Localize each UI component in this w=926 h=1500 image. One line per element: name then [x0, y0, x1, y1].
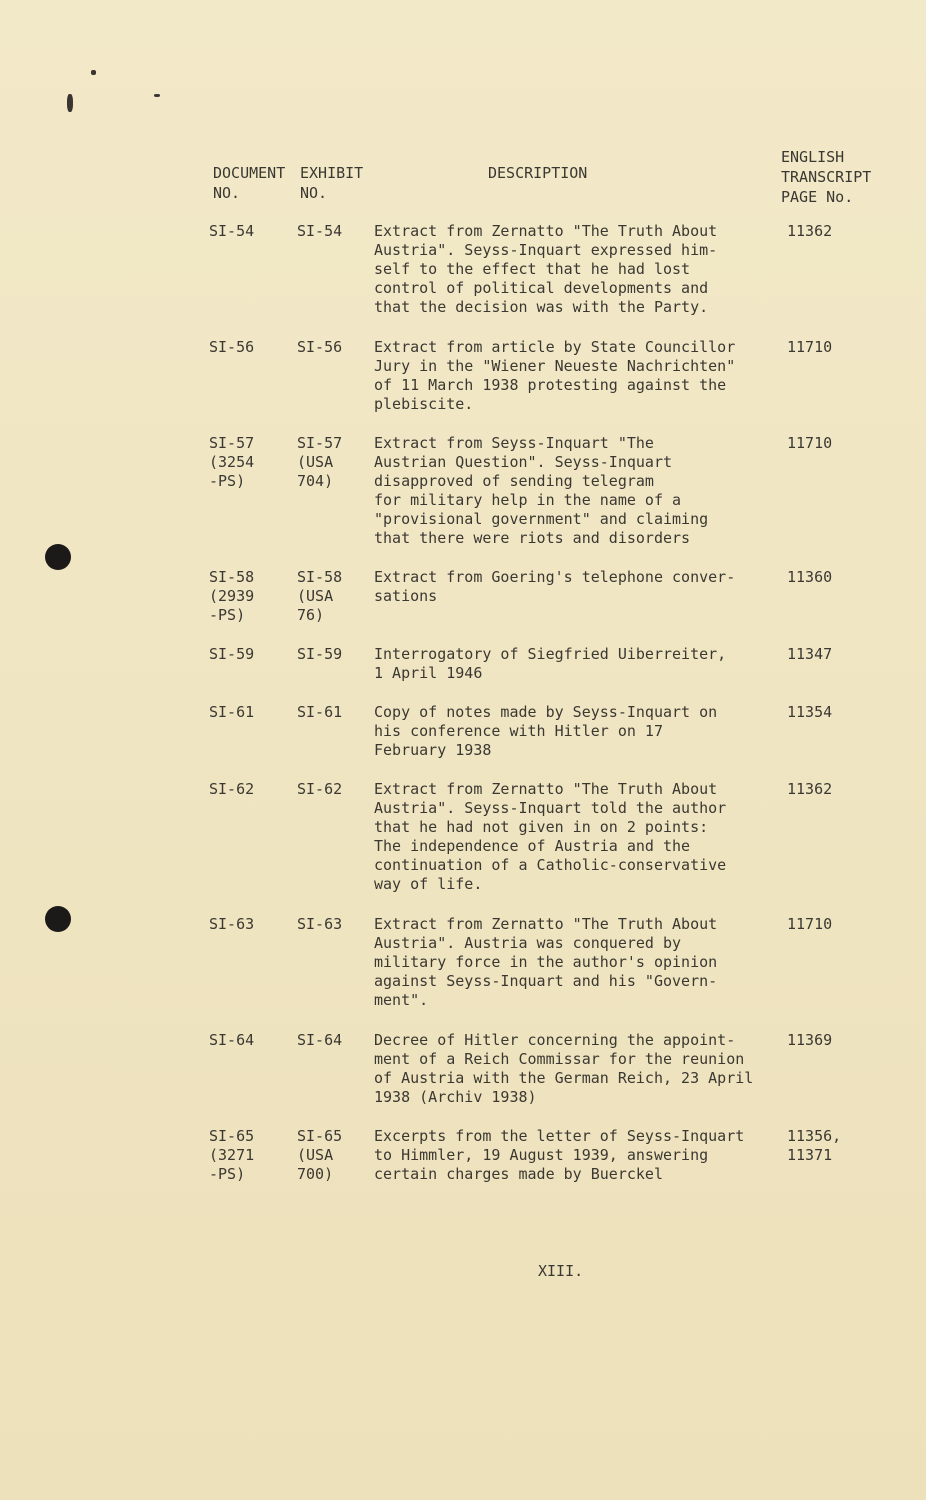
transcript-page: 11347 [787, 645, 833, 663]
description-line: disapproved of sending telegram [374, 472, 654, 490]
exhibit-no: SI-62 [297, 780, 343, 798]
header-description: DESCRIPTION [488, 164, 588, 182]
exhibit-no: SI-65 (USA 700) [297, 1127, 343, 1183]
description-line: his conference with Hitler on 17 [374, 722, 663, 740]
description-line: Extract from Goering's telephone conver- [374, 568, 736, 586]
description-line: sations [374, 587, 438, 605]
document-no: SI-61 [209, 703, 255, 721]
document-no: SI-62 [209, 780, 255, 798]
description-line: Interrogatory of Siegfried Uiberreiter, [374, 645, 727, 663]
description-line: The independence of Austria and the [374, 837, 691, 855]
description-line: Austria". Austria was conquered by [374, 934, 682, 952]
ink-speck [154, 94, 160, 97]
description-line: self to the effect that he had lost [374, 260, 691, 278]
description [374, 568, 779, 606]
exhibit-no: SI-61 [297, 703, 343, 721]
transcript-page: 11369 [787, 1031, 833, 1049]
ink-speck [67, 94, 73, 112]
description [374, 703, 779, 760]
description [374, 222, 779, 317]
page-number: XIII. [538, 1262, 584, 1280]
description-line: certain charges made by Buerckel [374, 1165, 663, 1183]
description-line: for military help in the name of a [374, 491, 682, 509]
description-line: 1938 (Archiv 1938) [374, 1088, 537, 1106]
document-no: SI-65 (3271 -PS) [209, 1127, 255, 1183]
description-line: of 11 March 1938 protesting against the [374, 376, 727, 394]
description-line: 1 April 1946 [374, 664, 483, 682]
transcript-page: 11362 [787, 222, 833, 240]
document-no: SI-57 (3254 -PS) [209, 434, 255, 490]
document-no: SI-54 [209, 222, 255, 240]
description-line: of Austria with the German Reich, 23 April [374, 1069, 754, 1087]
description-line: Extract from article by State Councillor [374, 338, 736, 356]
document-no: SI-56 [209, 338, 255, 356]
transcript-page: 11360 [787, 568, 833, 586]
description-line: plebiscite. [374, 395, 474, 413]
header-exhibit-no: EXHIBIT NO. [300, 164, 364, 202]
description-line: Austria". Seyss-Inquart told the author [374, 799, 727, 817]
description-line: Decree of Hitler concerning the appoint- [374, 1031, 736, 1049]
description [374, 1031, 779, 1107]
description-line: Excerpts from the letter of Seyss-Inquart [374, 1127, 745, 1145]
transcript-page: 11710 [787, 434, 833, 452]
document-no: SI-58 (2939 -PS) [209, 568, 255, 624]
transcript-page: 11362 [787, 780, 833, 798]
description-line: Austria". Seyss-Inquart expressed him- [374, 241, 718, 259]
description [374, 645, 779, 683]
description-line: to Himmler, 19 August 1939, answering [374, 1146, 709, 1164]
exhibit-no: SI-58 (USA 76) [297, 568, 343, 624]
description [374, 434, 779, 548]
header-transcript-page: ENGLISH TRANSCRIPT PAGE No. [781, 148, 872, 206]
exhibit-no: SI-64 [297, 1031, 343, 1049]
exhibit-no: SI-59 [297, 645, 343, 663]
description-line: Copy of notes made by Seyss-Inquart on [374, 703, 718, 721]
description-line: February 1938 [374, 741, 492, 759]
description [374, 338, 779, 414]
ink-speck [91, 70, 96, 75]
description-line: military force in the author's opinion [374, 953, 718, 971]
description-line: ment of a Reich Commissar for the reunion [374, 1050, 745, 1068]
description-line: against Seyss-Inquart and his "Govern- [374, 972, 718, 990]
description-line: that he had not given in on 2 points: [374, 818, 709, 836]
description-line: Extract from Zernatto "The Truth About [374, 222, 718, 240]
description-line: control of political developments and [374, 279, 709, 297]
description [374, 1127, 779, 1184]
description-line: Extract from Zernatto "The Truth About [374, 780, 718, 798]
description-line: Extract from Zernatto "The Truth About [374, 915, 718, 933]
document-no: SI-64 [209, 1031, 255, 1049]
description-line: "provisional government" and claiming [374, 510, 709, 528]
exhibit-no: SI-63 [297, 915, 343, 933]
description-line: way of life. [374, 875, 483, 893]
punch-hole-bottom [45, 906, 71, 932]
document-no: SI-63 [209, 915, 255, 933]
punch-hole-top [45, 544, 71, 570]
description-line: ment". [374, 991, 429, 1009]
document-no: SI-59 [209, 645, 255, 663]
description-line: continuation of a Catholic-conservative [374, 856, 727, 874]
description [374, 780, 779, 894]
transcript-page: 11354 [787, 703, 833, 721]
transcript-page: 11710 [787, 915, 833, 933]
description-line: Austrian Question". Seyss-Inquart [374, 453, 673, 471]
exhibit-no: SI-57 (USA 704) [297, 434, 343, 490]
description-line: Jury in the "Wiener Neueste Nachrichten" [374, 357, 736, 375]
description [374, 915, 779, 1010]
exhibit-no: SI-56 [297, 338, 343, 356]
description-line: Extract from Seyss-Inquart "The [374, 434, 654, 452]
description-line: that there were riots and disorders [374, 529, 691, 547]
header-document-no: DOCUMENT NO. [213, 164, 286, 202]
transcript-page: 11356, 11371 [787, 1127, 842, 1164]
exhibit-no: SI-54 [297, 222, 343, 240]
transcript-page: 11710 [787, 338, 833, 356]
description-line: that the decision was with the Party. [374, 298, 709, 316]
